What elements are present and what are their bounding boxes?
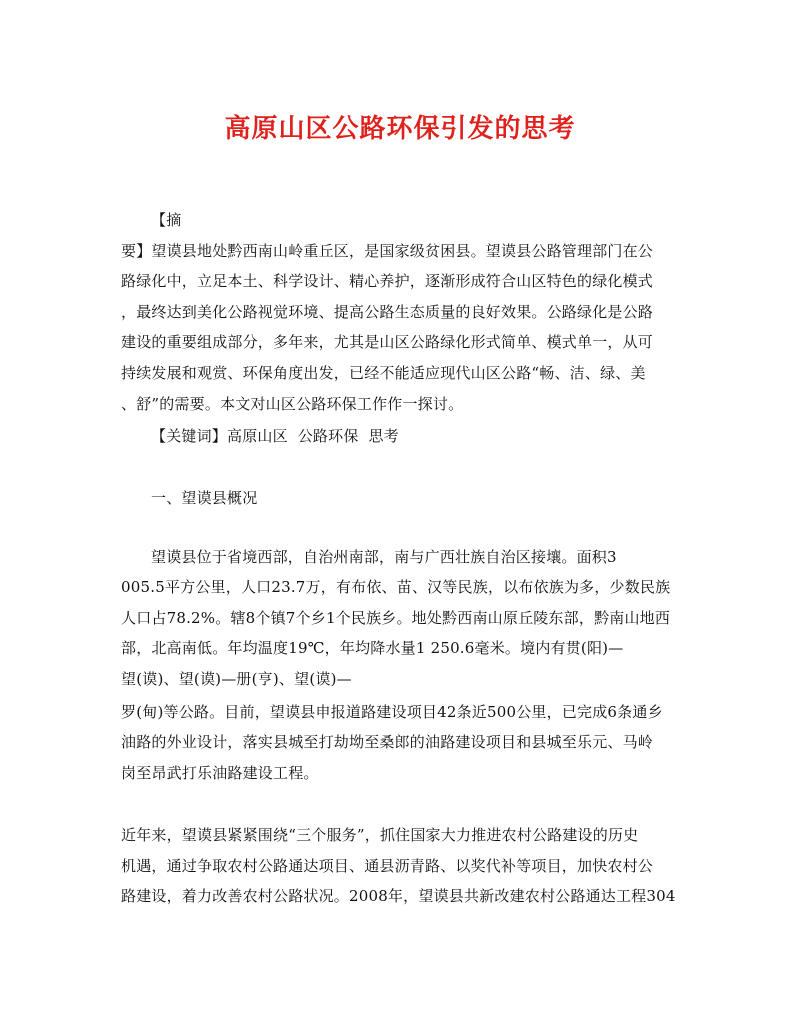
paragraph-line: 望谟县位于省境西部，自治州南部，南与广西壮族自治区接壤。面积3	[151, 548, 617, 566]
paragraph-line: 部，北高南低。年均温度19℃，年均降水量1 250.6毫米。境内有贯(阳)—	[121, 639, 624, 657]
document-title: 高原山区公路环保引发的思考	[224, 114, 576, 144]
paragraph-line: 岗至昂武打乐油路建设工程。	[121, 764, 319, 782]
abstract-line: ，最终达到美化公路视觉环境、提高公路生态质量的良好效果。公路绿化是公路	[121, 303, 654, 321]
paragraph-line: 罗(甸)等公路。目前，望谟县申报道路建设项目42条近500公里，已完成6条通乡	[121, 703, 663, 721]
paragraph-line: 油路的外业设计，落实县城至打劫坳至桑郎的油路建设项目和县城至乐元、马岭	[121, 733, 654, 751]
paragraph-line: 路建设，着力改善农村公路状况。2008年，望谟县共新改建农村公路通达工程304	[121, 887, 676, 905]
paragraph-line: 机遇，通过争取农村公路通达项目、通县沥青路、以奖代补等项目，加快农村公	[121, 857, 654, 875]
abstract-line: 持续发展和观赏、环保角度出发，已经不能适应现代山区公路“畅、洁、绿、美	[121, 364, 646, 382]
paragraph-line: 近年来，望谟县紧紧围绕“三个服务”，抓住国家大力推进农村公路建设的历史	[121, 826, 639, 844]
abstract-line: 路绿化中，立足本土、科学设计、精心养护，逐渐形成符合山区特色的绿化模式	[121, 272, 654, 290]
abstract-line: 要】望谟县地处黔西南山岭重丘区，是国家级贫困县。望谟县公路管理部门在公	[121, 242, 654, 260]
abstract-label: 【摘	[151, 211, 182, 229]
section-heading: 一、望谟县概况	[151, 489, 258, 507]
paragraph-line: 005.5平方公里，人口23.7万，有布依、苗、汉等民族，以布依族为多，少数民族	[121, 578, 671, 596]
paragraph-line: 望(谟)、望(谟)—册(亨)、望(谟)—	[121, 670, 352, 688]
paragraph-line: 人口占78.2%。辖8个镇7个乡1个民族乡。地处黔西南山原丘陵东部，黔南山地西	[121, 609, 671, 627]
keywords: 【关键词】高原山区 公路环保 思考	[151, 427, 399, 445]
abstract-line: 、舒”的需要。本文对山区公路环保工作作一探讨。	[121, 395, 464, 413]
abstract-line: 建设的重要组成部分，多年来，尤其是山区公路绿化形式简单、模式单一，从可	[121, 333, 654, 351]
